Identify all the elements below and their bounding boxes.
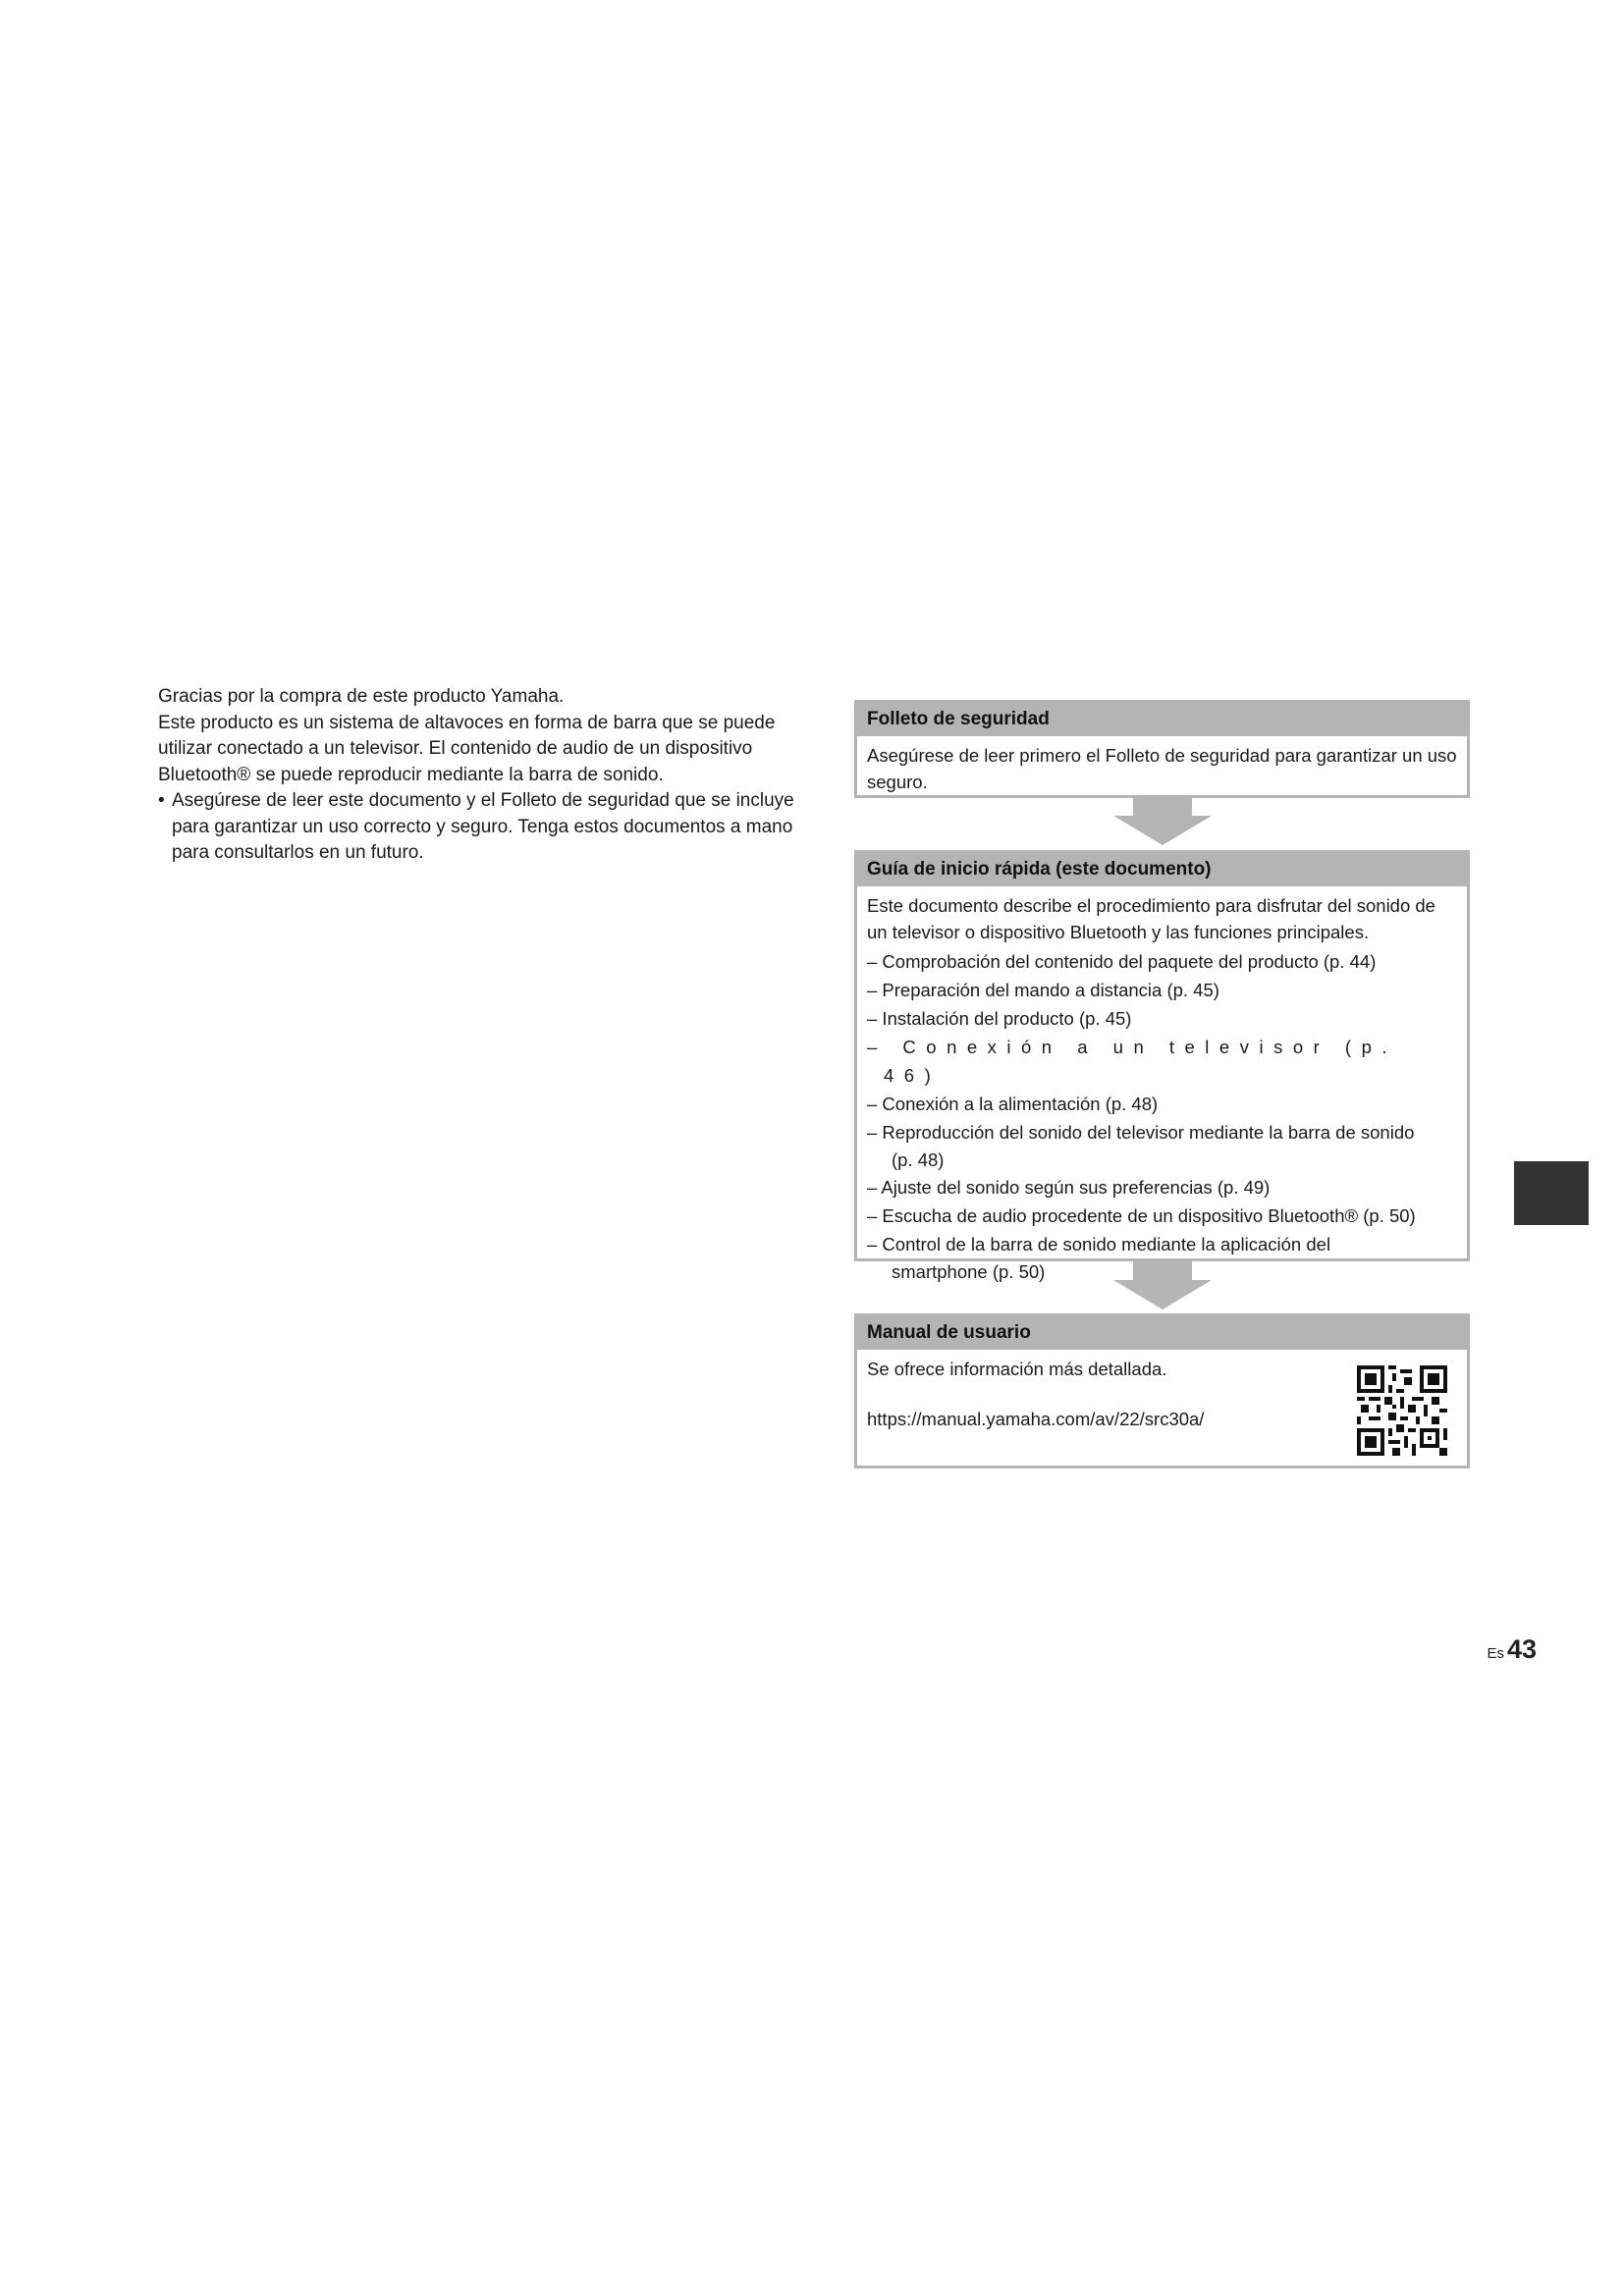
page-language-code: Es bbox=[1487, 1645, 1504, 1662]
list-item: – Ajuste del sonido según sus preferencias (p. 49) bbox=[867, 1177, 1271, 1198]
list-item-text: – Control de la barra de sonido mediante la aplicación del bbox=[867, 1234, 1331, 1255]
list-item-text: – Reproducción del sonido del televisor mediante la barra de sonido bbox=[867, 1122, 1415, 1143]
qr-code-icon[interactable] bbox=[1357, 1365, 1447, 1456]
user-manual-text: Se ofrece información más detallada. bbox=[867, 1359, 1167, 1379]
contents-list bbox=[867, 947, 1457, 1285]
user-manual-box bbox=[854, 1313, 1470, 1468]
list-item: – Preparación del mando a distancia (p. 45) bbox=[867, 980, 1219, 1000]
bullet-dot-icon: • bbox=[158, 790, 165, 811]
safety-leaflet-box bbox=[854, 700, 1470, 798]
quick-start-guide-text: Este documento describe el procedimiento para disfrutar del sonido de un televisor o dispositivo Bluetooth y las funciones principales. bbox=[867, 895, 1435, 942]
intro-bullet-text: Asegúrese de leer este documento y el Folleto de seguridad que se incluye para garantizar un uso correcto y seguro. Tenga estos documentos a mano para consultarlos en un futuro. bbox=[172, 790, 794, 863]
user-manual-title: Manual de usuario bbox=[857, 1316, 1467, 1350]
section-tab-marker bbox=[1514, 1161, 1589, 1225]
user-manual-url[interactable]: https://manual.yamaha.com/av/22/src30a/ bbox=[867, 1409, 1205, 1429]
page-number bbox=[1478, 1634, 1537, 1668]
list-item: – Conexión a la alimentación (p. 48) bbox=[867, 1094, 1159, 1114]
list-item: – Comprobación del contenido del paquete del producto (p. 44) bbox=[867, 951, 1377, 972]
list-item: – Conexión a un televisor (p. 46) bbox=[867, 1037, 1397, 1086]
safety-leaflet-title: Folleto de seguridad bbox=[857, 703, 1467, 736]
list-item: – Escucha de audio procedente de un dispositivo Bluetooth® (p. 50) bbox=[867, 1205, 1416, 1226]
arrow-down-icon bbox=[1113, 1260, 1212, 1309]
list-item: – Instalación del producto (p. 45) bbox=[867, 1008, 1132, 1029]
list-item-continuation: smartphone (p. 50) bbox=[892, 1261, 1046, 1282]
list-item-continuation: (p. 48) bbox=[892, 1149, 945, 1170]
list-item bbox=[867, 1118, 1457, 1173]
intro-description: Este producto es un sistema de altavoces en forma de barra que se puede utilizar conectado a un televisor. El contenido de audio de un dispositivo Bluetooth® se puede reproducir mediante la barra de sonido. bbox=[158, 712, 776, 785]
safety-leaflet-text: Asegúrese de leer primero el Folleto de seguridad para garantizar un uso seguro. bbox=[867, 745, 1457, 792]
intro-text bbox=[158, 684, 806, 867]
intro-bullet bbox=[158, 788, 806, 867]
intro-thanks: Gracias por la compra de este producto Yamaha. bbox=[158, 686, 565, 707]
quick-start-guide-box bbox=[854, 850, 1470, 1282]
arrow-down-icon bbox=[1113, 796, 1212, 845]
page-number-value: 43 bbox=[1506, 1634, 1537, 1664]
quick-start-guide-title: Guía de inicio rápida (este documento) bbox=[857, 853, 1467, 886]
